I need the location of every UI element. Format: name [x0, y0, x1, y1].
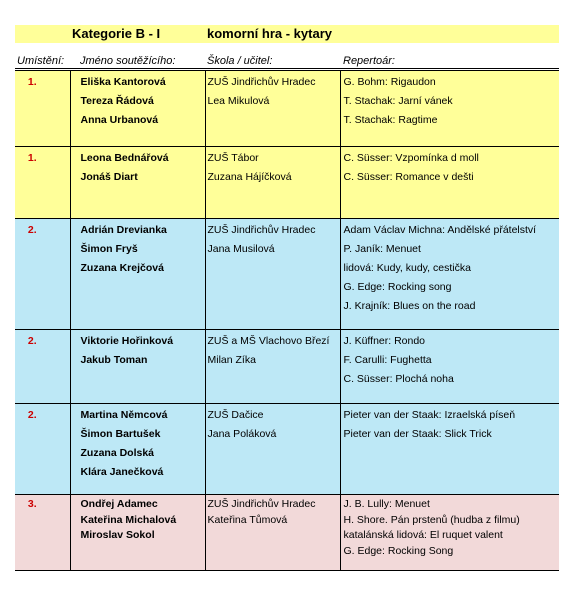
contestant-name: Eliška Kantorová: [80, 76, 166, 88]
contestant-name: Tereza Řádová: [80, 95, 154, 107]
school-name: ZUŠ Tábor: [207, 152, 259, 164]
repertoire-cell: [340, 147, 559, 219]
names-cell: [70, 495, 205, 571]
repertoire-cell: [340, 330, 559, 404]
repertoire-item: J. Küffner: Rondo: [343, 335, 426, 347]
repertoire-item: C. Süsser: Plochá noha: [343, 373, 454, 385]
contestant-name: Zuzana Krejčová: [80, 262, 164, 274]
names-cell: [70, 330, 205, 404]
place-value: 2.: [27, 224, 37, 236]
names-cell: [70, 404, 205, 495]
repertoire-item: G. Edge: Rocking Song: [343, 544, 454, 557]
repertoire-cell: [340, 404, 559, 495]
repertoire-cell: [340, 71, 559, 147]
place-cell: [15, 147, 70, 219]
repertoire-item: J. B. Lully: Menuet: [343, 498, 430, 510]
school-name: ZUŠ a MŠ Vlachovo Březí: [207, 335, 330, 347]
repertoire-item: G. Edge: Rocking song: [343, 281, 452, 293]
school-name: ZUŠ Jindřichův Hradec: [207, 224, 316, 236]
school-cell: [205, 495, 340, 571]
place-value: 3.: [27, 498, 37, 510]
names-cell: [70, 71, 205, 147]
repertoire-item: katalánská lidová: El ruquet valent: [343, 529, 503, 541]
place-value: 2.: [27, 335, 37, 347]
contestant-name: Klára Janečková: [80, 466, 164, 478]
header-school: Škola / učitel:: [207, 55, 273, 67]
repertoire-item: Pieter van der Staak: Izraelská píseň: [343, 409, 516, 421]
contestant-name: Leona Bednářová: [80, 152, 169, 164]
header-repertoire: Repertoár:: [343, 55, 395, 67]
school-cell: [205, 219, 340, 330]
table-row: [15, 219, 559, 330]
school-cell: [205, 71, 340, 147]
header-place: Umístění:: [17, 55, 65, 67]
contestant-name: Šimon Bartušek: [80, 428, 161, 440]
repertoire-item: H. Shore. Pán prstenů (hudba z filmu): [343, 513, 520, 526]
names-cell: [70, 147, 205, 219]
repertoire-item: C. Süsser: Romance v dešti: [343, 171, 474, 183]
repertoire-item: P. Janík: Menuet: [343, 243, 421, 255]
place-value: 2.: [27, 409, 37, 421]
contestant-name: Šimon Fryš: [80, 243, 138, 255]
contestant-name: Jakub Toman: [80, 354, 148, 366]
school-name: ZUŠ Jindřichův Hradec: [207, 76, 316, 88]
header-name: Jméno soutěžícího:: [80, 55, 176, 67]
repertoire-item: J. Krajník: Blues on the road: [343, 300, 476, 312]
place-cell: [15, 495, 70, 571]
contestant-name: Jonáš Diart: [80, 171, 138, 183]
repertoire-item: C. Süsser: Vzpomínka d moll: [343, 152, 479, 164]
repertoire-item: T. Stachak: Ragtime: [343, 114, 438, 126]
table-row: [15, 147, 559, 219]
contestant-name: Kateřina Michalová: [80, 513, 177, 526]
contestant-name: Anna Urbanová: [80, 114, 159, 126]
school-cell: [205, 404, 340, 495]
table-row: [15, 404, 559, 495]
table-row: [15, 330, 559, 404]
teacher-name: Lea Mikulová: [207, 95, 270, 107]
place-value: 1.: [27, 76, 37, 88]
header-divider: [15, 68, 559, 69]
repertoire-item: G. Bohm: Rigaudon: [343, 76, 436, 88]
contestant-name: Viktorie Hořinková: [80, 335, 174, 347]
teacher-name: Milan Zíka: [207, 354, 256, 366]
school-cell: [205, 330, 340, 404]
contestant-name: Zuzana Dolská: [80, 447, 155, 459]
repertoire-item: Adam Václav Michna: Andělské přátelství: [343, 224, 537, 236]
contestant-name: Miroslav Sokol: [80, 529, 155, 541]
school-name: ZUŠ Jindřichův Hradec: [207, 498, 316, 510]
contestant-name: Ondřej Adamec: [80, 498, 158, 510]
teacher-name: Jana Musilová: [207, 243, 275, 255]
repertoire-item: T. Stachak: Jarní vánek: [343, 95, 453, 107]
repertoire-item: Pieter van der Staak: Slick Trick: [343, 428, 492, 440]
place-cell: [15, 219, 70, 330]
repertoire-item: F. Carulli: Fughetta: [343, 354, 432, 366]
place-value: 1.: [27, 152, 37, 164]
repertoire-cell: [340, 219, 559, 330]
school-name: ZUŠ Dačice: [207, 409, 264, 421]
teacher-name: Kateřina Tůmová: [207, 513, 288, 526]
contestant-name: Adrián Drevianka: [80, 224, 167, 236]
contestant-name: Martina Němcová: [80, 409, 168, 421]
table-row: [15, 71, 559, 147]
category-title: Kategorie B - I: [72, 26, 161, 41]
school-cell: [205, 147, 340, 219]
place-cell: [15, 71, 70, 147]
category-subtitle: komorní hra - kytary: [207, 26, 332, 41]
repertoire-item: lidová: Kudy, kudy, cestička: [343, 262, 471, 274]
names-cell: [70, 219, 205, 330]
table-row: [15, 495, 559, 571]
teacher-name: Zuzana Hájíčková: [207, 171, 292, 183]
results-table: [15, 70, 559, 571]
teacher-name: Jana Poláková: [207, 428, 277, 440]
place-cell: [15, 404, 70, 495]
repertoire-cell: [340, 495, 559, 571]
place-cell: [15, 330, 70, 404]
